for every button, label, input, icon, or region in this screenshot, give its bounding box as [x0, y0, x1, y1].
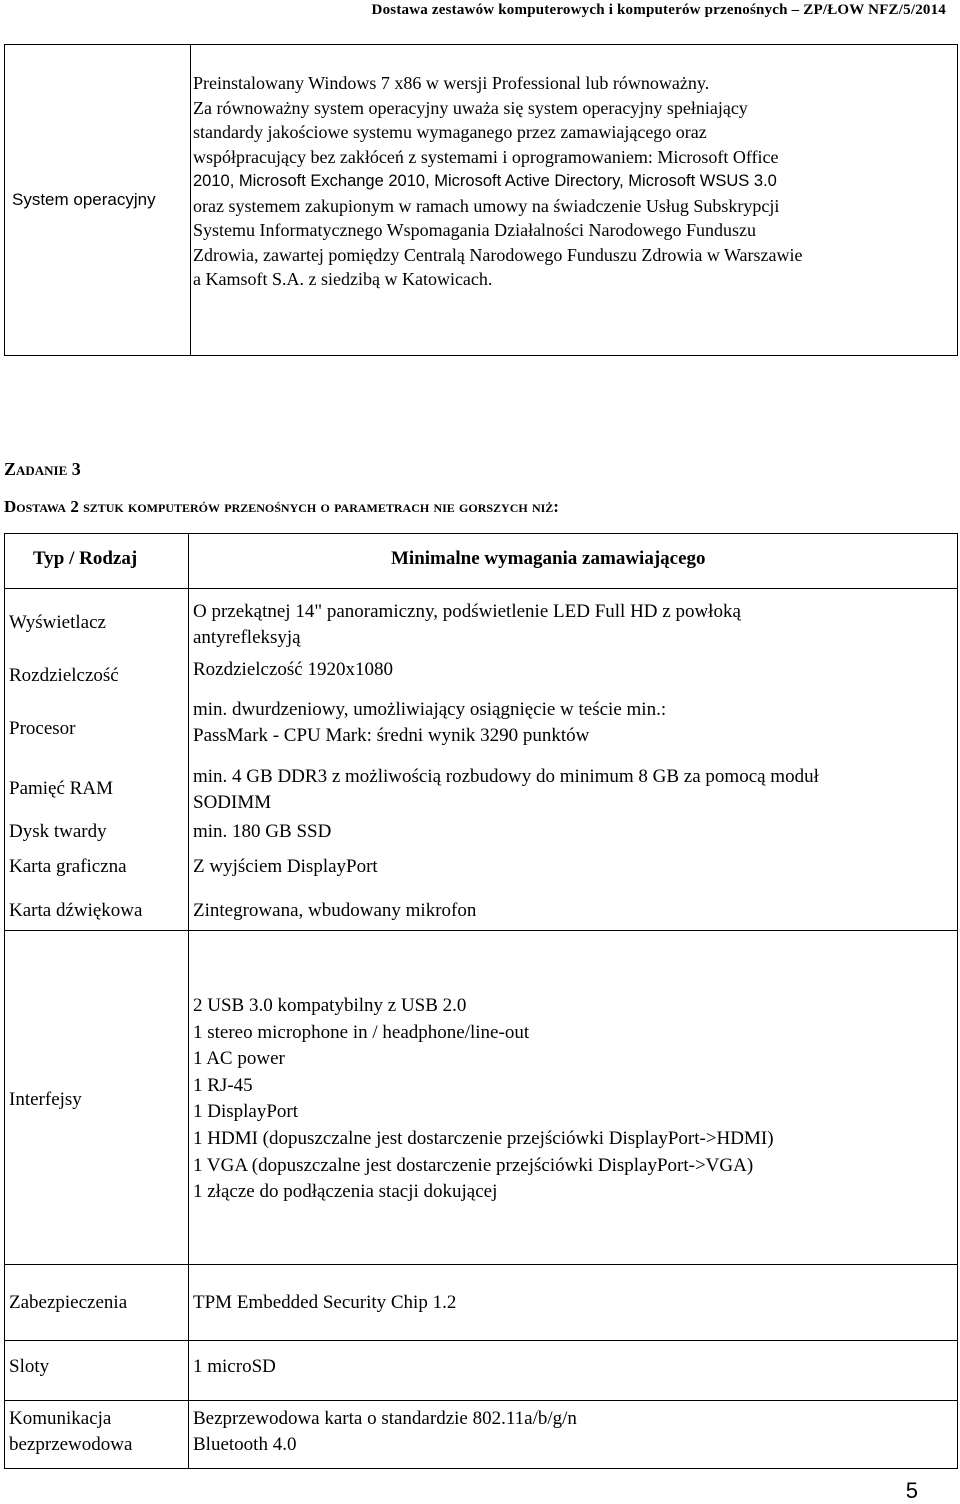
column-divider — [188, 534, 189, 1468]
row-divider — [5, 930, 957, 931]
row-divider — [5, 1340, 957, 1341]
value-line: Rozdzielczość 1920x1080 — [193, 659, 393, 680]
row-value-display — [193, 599, 951, 651]
row-label-sound: Karta dźwiękowa — [9, 900, 143, 921]
os-requirements — [193, 71, 951, 292]
value-line: antyrefleksyją — [193, 627, 301, 648]
value-line: Bezprzewodowa karta o standardzie 802.11a/b/g/n — [193, 1408, 577, 1429]
os-line: oraz systemem zakupionym w ramach umowy na świadczenie Usług Subskrypcji — [193, 195, 780, 216]
row-value-ram — [193, 764, 951, 816]
label-line: bezprzewodowa — [9, 1434, 133, 1455]
value-line: TPM Embedded Security Chip 1.2 — [193, 1292, 457, 1313]
value-line: min. dwurdzeniowy, umożliwiający osiągnięcie w teście min.: — [193, 699, 667, 720]
value-line: Zintegrowana, wbudowany mikrofon — [193, 900, 477, 921]
value-line: 1 RJ-45 — [193, 1074, 253, 1096]
os-line: standardy jakościowe systemu wymaganego przez zamawiającego oraz — [193, 122, 707, 142]
value-line: Bluetooth 4.0 — [193, 1434, 297, 1455]
row-label-graphics: Karta graficzna — [9, 856, 127, 877]
row-label-security: Zabezpieczenia — [9, 1292, 128, 1313]
row-label-wireless — [9, 1406, 185, 1458]
row-value-disk — [193, 819, 951, 845]
row-value-interfaces — [193, 993, 951, 1206]
task-title: Zadanie 3 — [4, 459, 81, 479]
os-line: Systemu Informatycznego Wspomagania Działalności Narodowego Funduszu — [193, 220, 757, 240]
row-label-resolution: Rozdzielczość — [9, 665, 119, 686]
value-line: 1 złącze do podłączenia stacji dokującej — [193, 1181, 498, 1203]
value-line: O przekątnej 14" panoramiczny, podświetlenie LED Full HD z powłoką — [193, 601, 741, 622]
row-value-security — [193, 1290, 951, 1316]
spec-table — [4, 533, 958, 1469]
row-value-slots — [193, 1354, 951, 1380]
value-line: SODIMM — [193, 792, 272, 813]
value-line: 1 DisplayPort — [193, 1101, 299, 1123]
os-table — [4, 44, 958, 356]
row-label-display: Wyświetlacz — [9, 612, 106, 633]
row-label-interfaces: Interfejsy — [9, 1089, 82, 1110]
page-number: 5 — [905, 1478, 918, 1503]
row-value-processor — [193, 697, 951, 749]
row-divider — [5, 1264, 957, 1265]
row-value-wireless — [193, 1406, 951, 1458]
row-value-sound — [193, 898, 951, 924]
os-line: Za równoważny system operacyjny uważa się system operacyjny spełniający — [193, 97, 748, 118]
row-value-graphics — [193, 854, 951, 880]
value-line: 1 VGA (dopuszczalne jest dostarczenie przejściówki DisplayPort->VGA) — [193, 1154, 754, 1176]
value-line: 1 HDMI (dopuszczalne jest dostarczenie przejściówki DisplayPort->HDMI) — [193, 1127, 774, 1149]
value-line: 1 microSD — [193, 1356, 276, 1377]
row-label-processor: Procesor — [9, 718, 76, 739]
header-type: Typ / Rodzaj — [33, 548, 138, 569]
os-label: System operacyjny — [5, 45, 191, 355]
value-line: PassMark - CPU Mark: średni wynik 3290 punktów — [193, 725, 590, 746]
row-divider — [5, 588, 957, 589]
row-label-disk: Dysk twardy — [9, 821, 107, 842]
value-line: 2 USB 3.0 kompatybilny z USB 2.0 — [193, 995, 467, 1016]
row-divider — [5, 1400, 957, 1401]
value-line: min. 180 GB SSD — [193, 821, 332, 842]
os-line: Zdrowia, zawartej pomiędzy Centralą Narodowego Funduszu Zdrowia w Warszawie — [193, 244, 803, 265]
os-line: 2010, Microsoft Exchange 2010, Microsoft Active Directory, Microsoft WSUS 3.0 — [193, 172, 777, 190]
os-line: a Kamsoft S.A. z siedzibą w Katowicach. — [193, 269, 493, 289]
os-line: Preinstalowany Windows 7 x86 w wersji Professional lub równoważny. — [193, 73, 710, 93]
row-value-resolution — [193, 657, 951, 683]
header-requirements: Minimalne wymagania zamawiającego — [391, 548, 706, 569]
page-header: Dostawa zestawów komputerowych i komputerów przenośnych – ZP/ŁOW NFZ/5/2014 — [371, 2, 946, 18]
row-label-ram: Pamięć RAM — [9, 778, 113, 799]
label-line: Komunikacja — [9, 1408, 112, 1429]
delivery-title: Dostawa 2 sztuk komputerów przenośnych o parametrach nie gorszych niż: — [4, 497, 559, 516]
value-line: 1 AC power — [193, 1048, 285, 1070]
value-line: Z wyjściem DisplayPort — [193, 856, 378, 877]
os-line: współpracujący bez zakłóceń z systemami i oprogramowaniem: Microsoft Office — [193, 146, 779, 167]
value-line: 1 stereo microphone in / headphone/line-out — [193, 1021, 530, 1043]
value-line: min. 4 GB DDR3 z możliwością rozbudowy do minimum 8 GB za pomocą moduł — [193, 766, 819, 787]
row-label-slots: Sloty — [9, 1356, 50, 1377]
